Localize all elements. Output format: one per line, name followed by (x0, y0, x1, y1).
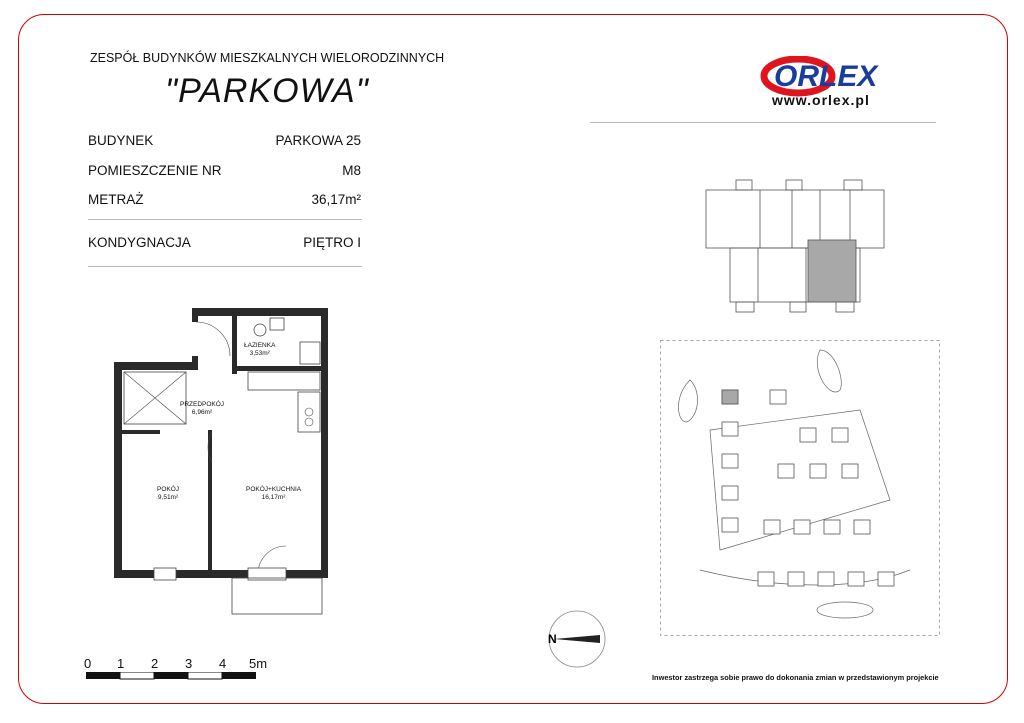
room-label-bathroom: ŁAZIENKA 3,53m² (244, 342, 276, 357)
info-divider-2 (88, 266, 362, 267)
scale-tick-1: 1 (117, 656, 125, 671)
unit-label: POMIESZCZENIE NR (88, 163, 222, 178)
scale-tick-5m: 5m (249, 656, 268, 671)
area-label: METRAŻ (88, 192, 144, 207)
room-label-living-kitchen: POKÓJ+KUCHNIA 16,17m² (246, 486, 302, 501)
logo-wordmark: ORLEX (774, 60, 878, 93)
disclaimer: Inwestor zastrzega sobie prawo do dokonania zmian w przedstawionym projekcie (652, 673, 939, 682)
building-label: BUDYNEK (88, 133, 154, 148)
scale-tick-0: 0 (84, 656, 92, 671)
floor-label: KONDYGNACJA (88, 235, 191, 250)
info-divider-1 (88, 219, 362, 220)
website-url: www.orlex.pl (772, 92, 870, 108)
project-title: "PARKOWA" (165, 72, 369, 110)
area-value: 36,17m² (311, 192, 361, 207)
floor-value: PIĘTRO I (303, 235, 361, 250)
site-plan (660, 340, 940, 636)
room-label-bedroom: POKÓJ 9,51m² (157, 486, 180, 501)
highlighted-building (722, 390, 738, 404)
header-divider (590, 122, 936, 123)
compass-icon (546, 608, 608, 670)
apartment-floor-plan (110, 300, 340, 620)
unit-value: M8 (342, 163, 361, 178)
building-value: PARKOWA 25 (275, 133, 361, 148)
room-label-hall: PRZEDPOKÓJ 6,96m² (180, 401, 225, 416)
building-key-plan (700, 176, 890, 316)
scale-bar (86, 672, 262, 680)
compass-label: N (548, 632, 557, 646)
highlighted-unit (808, 240, 856, 302)
scale-tick-4: 4 (219, 656, 227, 671)
scale-tick-2: 2 (151, 656, 159, 671)
scale-tick-3: 3 (185, 656, 193, 671)
project-subtitle: ZESPÓŁ BUDYNKÓW MIESZKALNYCH WIELORODZINNYCH (90, 51, 445, 65)
